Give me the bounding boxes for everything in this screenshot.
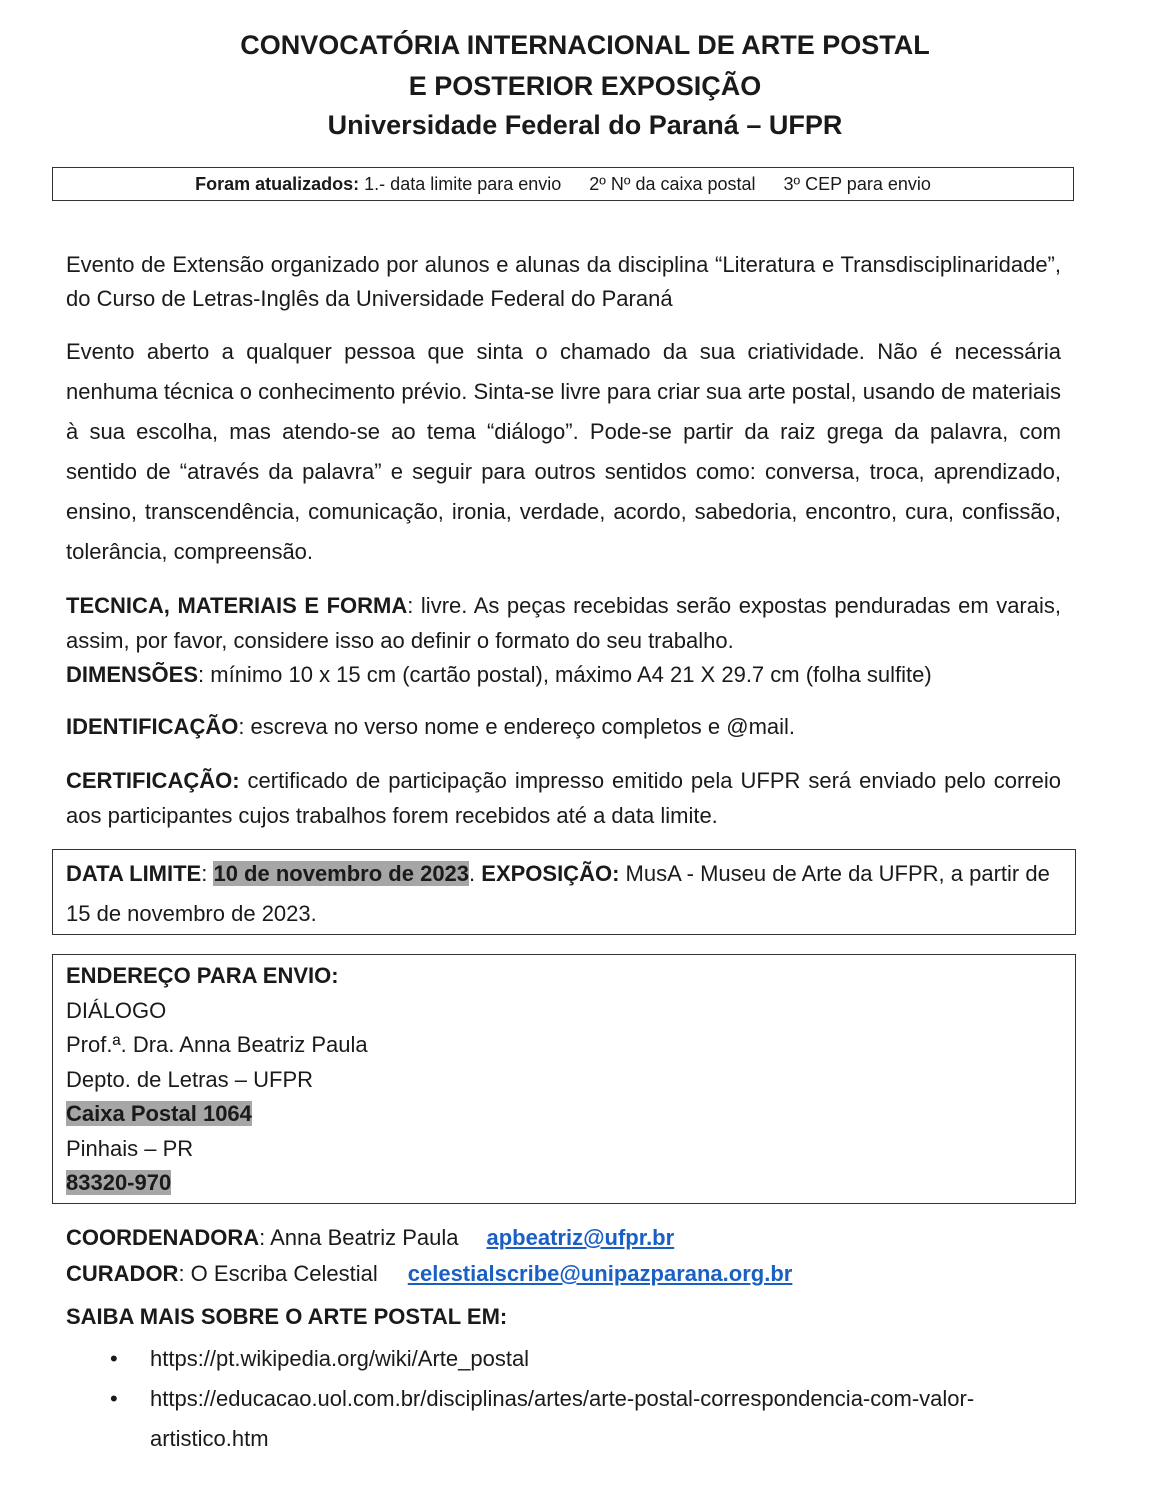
deadline-separator: : (201, 861, 214, 886)
updates-item-3: 3º CEP para envio (783, 174, 931, 194)
shipping-address-box (52, 954, 1076, 1204)
title-line-1: CONVOCATÓRIA INTERNACIONAL DE ARTE POSTAL (240, 30, 930, 60)
address-line-1: DIÁLOGO (66, 997, 167, 1023)
list-item (110, 1379, 1070, 1459)
coordinator-email-link[interactable]: apbeatriz@ufpr.br (486, 1225, 675, 1250)
deadline-label: DATA LIMITE (66, 861, 202, 886)
bullet-icon: • (110, 1346, 118, 1371)
coordinator-line (66, 1220, 792, 1256)
deadline-box (52, 849, 1076, 935)
deadline-date: 10 de novembro de 2023 (213, 861, 470, 886)
curator-name: : O Escriba Celestial (178, 1261, 378, 1286)
title-line-2: E POSTERIOR EXPOSIÇÃO (408, 71, 762, 101)
contacts-block (66, 1220, 792, 1292)
coordinator-label: COORDENADORA (66, 1225, 260, 1250)
dimensoes-label: DIMENSÕES (66, 662, 199, 687)
bullet-icon: • (110, 1386, 118, 1411)
address-label: ENDEREÇO PARA ENVIO: (66, 963, 339, 988)
curator-label: CURADOR (66, 1261, 179, 1286)
dimensoes-text: : mínimo 10 x 15 cm (cartão postal), máximo A4 21 X 29.7 cm (folha sulfite) (198, 662, 932, 687)
tecnica-text: : livre. As peças recebidas serão expostas penduradas em varais, assim, por favor, considere isso ao definir o formato do seu trabalho. (66, 593, 1061, 653)
identificacao-label: IDENTIFICAÇÃO (66, 714, 239, 739)
intro-paragraph-1: Evento de Extensão organizado por alunos e alunas da disciplina “Literatura e Transdisciplinaridade”, do Curso de Letras-Inglês da Universidade Federal do Paraná (66, 252, 1061, 311)
identification-paragraph (66, 710, 1061, 745)
certificacao-label: CERTIFICAÇÃO: (66, 768, 240, 793)
curator-line (66, 1256, 792, 1292)
list-item (110, 1339, 1070, 1379)
certificacao-text: certificado de participação impresso emitido pela UFPR será enviado pelo correio aos participantes cujos trabalhos forem recebidos até a data limite. (66, 768, 1061, 828)
certification-paragraph (66, 764, 1061, 833)
address-caixa-postal: Caixa Postal 1064 (66, 1101, 252, 1126)
address-cep: 83320-970 (66, 1170, 172, 1195)
address-line-3: Depto. de Letras – UFPR (66, 1066, 314, 1092)
link-url-1[interactable]: https://pt.wikipedia.org/wiki/Arte_postal (150, 1346, 530, 1371)
coordinator-name: : Anna Beatriz Paula (259, 1225, 459, 1250)
address-line-2: Prof.ª. Dra. Anna Beatriz Paula (66, 1032, 368, 1057)
exposition-label: EXPOSIÇÃO: (481, 861, 620, 886)
more-info-link-list (110, 1339, 1070, 1459)
technique-dimensions-paragraph (66, 589, 1061, 693)
updates-item-2: 2º Nº da caixa postal (589, 174, 756, 194)
deadline-dot: . (469, 861, 482, 886)
updates-notice-box (52, 167, 1074, 201)
exposition-text: MusA - Museu de Arte da UFPR, a partir de 15 de novembro de 2023. (66, 861, 1050, 926)
title-line-3: Universidade Federal do Paraná – UFPR (327, 110, 843, 140)
updates-item-1: 1.- data limite para envio (364, 174, 562, 194)
updates-label: Foram atualizados: (195, 174, 360, 194)
curator-email-link[interactable]: celestialscribe@unipazparana.org.br (407, 1261, 793, 1286)
link-url-2[interactable]: https://educacao.uol.com.br/disciplinas/artes/arte-postal-correspondencia-com-valor-artistico.htm (150, 1386, 975, 1451)
intro-paragraph-2: Evento aberto a qualquer pessoa que sinta o chamado da sua criatividade. Não é necessária nenhuma técnica o conhecimento prévio. Sinta-se livre para criar sua arte postal, usando de materiais à sua escolha, mas atendo-se ao tema “diálogo”. Pode-se partir da raiz grega da palavra, com sentido de “através da palavra” e seguir para outros sentidos como: conversa, troca, aprendizado, ensino, transcendência, comunicação, ironia, verdade, acordo, sabedoria, encontro, cura, confissão, tolerância, compreensão. (66, 339, 1061, 564)
address-city: Pinhais – PR (66, 1135, 194, 1161)
identificacao-text: : escreva no verso nome e endereço completos e @mail. (238, 714, 796, 739)
more-info-heading: SAIBA MAIS SOBRE O ARTE POSTAL EM: (66, 1304, 508, 1329)
tecnica-label: TECNICA, MATERIAIS E FORMA (66, 593, 408, 618)
